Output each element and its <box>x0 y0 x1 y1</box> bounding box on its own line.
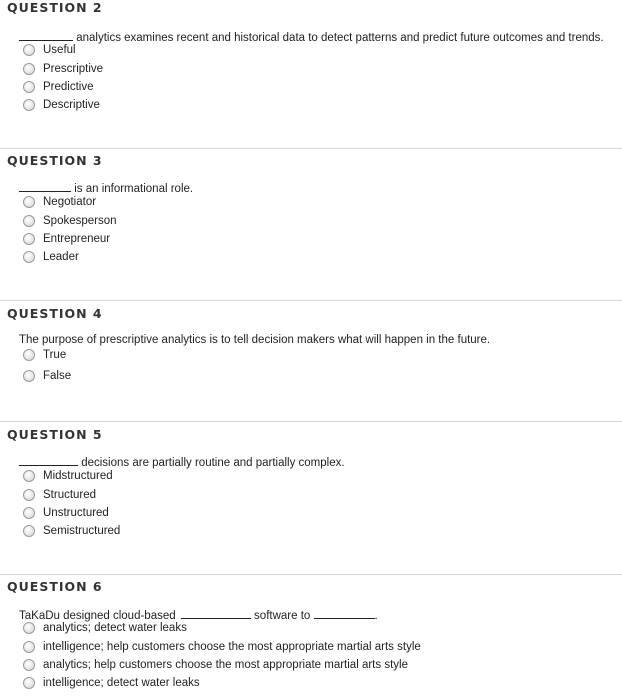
question-text-end: . <box>374 610 378 622</box>
radio-button-icon[interactable] <box>23 99 35 111</box>
option[interactable] <box>23 212 117 230</box>
radio-button-icon[interactable] <box>23 215 35 227</box>
radio-button-icon[interactable] <box>23 641 35 653</box>
radio-button-icon[interactable] <box>23 677 35 689</box>
question-text-after-blank: analytics examines recent and historical data to detect patterns and predict future outcomes and trends. <box>76 32 604 44</box>
question-text <box>19 30 604 44</box>
divider <box>0 421 622 422</box>
answer-blank <box>19 181 71 192</box>
option-label: analytics; help customers choose the most appropriate martial arts style <box>43 659 408 671</box>
answer-blank <box>19 455 78 466</box>
question-title: QUESTION 2 <box>7 0 103 15</box>
radio-button-icon[interactable] <box>23 44 35 56</box>
option-label: Unstructured <box>43 507 109 519</box>
option-label: intelligence; help customers choose the most appropriate martial arts style <box>43 641 421 653</box>
option-label: Leader <box>43 251 79 263</box>
option-label: Useful <box>43 44 76 56</box>
option[interactable] <box>23 504 109 522</box>
option-label: Midstructured <box>43 470 113 482</box>
option-label: False <box>43 370 72 382</box>
option[interactable] <box>23 193 96 211</box>
radio-button-icon[interactable] <box>23 196 35 208</box>
question-title: QUESTION 4 <box>7 306 103 321</box>
option-label: Prescriptive <box>43 63 104 75</box>
divider <box>0 300 622 301</box>
radio-button-icon[interactable] <box>23 63 35 75</box>
radio-button-icon[interactable] <box>23 507 35 519</box>
option-label: True <box>43 349 67 361</box>
answer-blank <box>19 30 73 41</box>
option[interactable] <box>23 486 96 504</box>
answer-blank <box>181 608 251 619</box>
question-text-between-blanks: software to <box>254 610 311 622</box>
question-text-after-blank: decisions are partially routine and partially complex. <box>81 457 345 469</box>
radio-button-icon[interactable] <box>23 81 35 93</box>
radio-button-icon[interactable] <box>23 489 35 501</box>
question-title: QUESTION 6 <box>7 579 103 594</box>
answer-blank <box>314 608 375 619</box>
question-text-before-blank: TaKaDu designed cloud-based <box>19 610 176 622</box>
option-label: Structured <box>43 489 97 501</box>
option[interactable] <box>23 60 103 78</box>
radio-button-icon[interactable] <box>23 251 35 263</box>
option[interactable] <box>23 638 421 656</box>
option[interactable] <box>23 674 200 692</box>
radio-button-icon[interactable] <box>23 525 35 537</box>
option[interactable] <box>23 41 76 59</box>
option[interactable] <box>23 656 408 674</box>
option[interactable] <box>23 78 94 96</box>
option-label: Negotiator <box>43 196 97 208</box>
option[interactable] <box>23 522 120 540</box>
divider <box>0 574 622 575</box>
option[interactable] <box>23 346 66 364</box>
option-label: Semistructured <box>43 525 121 537</box>
option[interactable] <box>23 619 187 637</box>
question-text: The purpose of prescriptive analytics is to tell decision makers what will happen in the future. <box>19 334 491 346</box>
option[interactable] <box>23 230 110 248</box>
radio-button-icon[interactable] <box>23 659 35 671</box>
option[interactable] <box>23 367 71 385</box>
option-label: intelligence; detect water leaks <box>43 677 200 689</box>
radio-button-icon[interactable] <box>23 233 35 245</box>
option-label: Descriptive <box>43 99 100 111</box>
option-label: Predictive <box>43 81 94 93</box>
option-label: Spokesperson <box>43 215 117 227</box>
option[interactable] <box>23 467 113 485</box>
radio-button-icon[interactable] <box>23 622 35 634</box>
divider <box>0 148 622 149</box>
radio-button-icon[interactable] <box>23 349 35 361</box>
question-title: QUESTION 5 <box>7 427 103 442</box>
question-title: QUESTION 3 <box>7 153 103 168</box>
option[interactable] <box>23 248 79 266</box>
option-label: analytics; detect water leaks <box>43 622 187 634</box>
question-text-after-blank: is an informational role. <box>74 183 194 195</box>
option[interactable] <box>23 96 100 114</box>
radio-button-icon[interactable] <box>23 470 35 482</box>
radio-button-icon[interactable] <box>23 370 35 382</box>
option-label: Entrepreneur <box>43 233 111 245</box>
